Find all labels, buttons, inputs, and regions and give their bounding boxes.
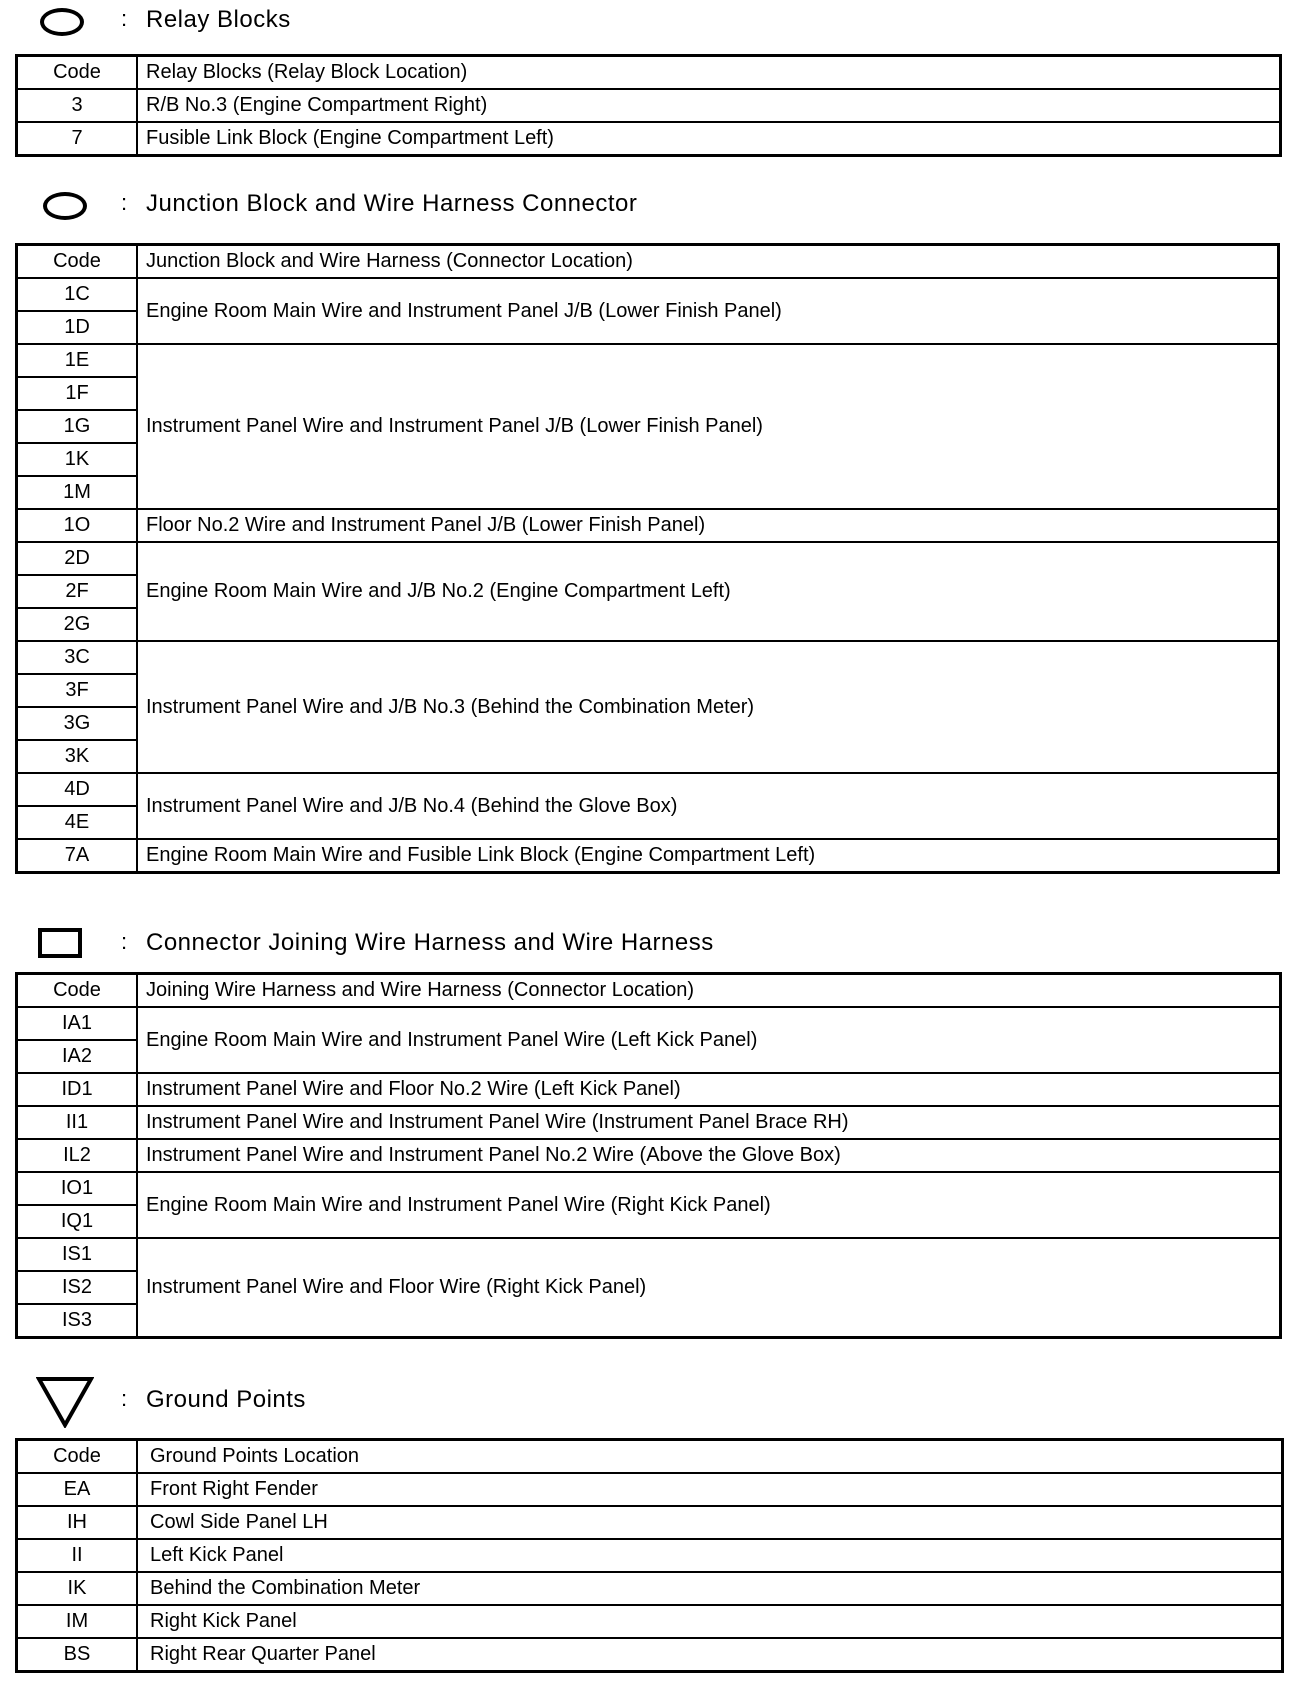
code-cell: 1M (17, 476, 138, 509)
header-code: Code (17, 974, 138, 1008)
code-cell: 3G (17, 707, 138, 740)
code-cell: 7A (17, 839, 138, 873)
desc-cell: R/B No.3 (Engine Compartment Right) (137, 89, 1281, 122)
code-cell: 1F (17, 377, 138, 410)
code-cell: 2D (17, 542, 138, 575)
table-row (17, 773, 1279, 806)
code-cell: 7 (17, 122, 138, 156)
header-code: Code (17, 245, 138, 279)
relay-block-oval-icon (40, 8, 84, 36)
table-row (17, 1506, 1283, 1539)
code-cell: 3 (17, 89, 138, 122)
table-row (17, 1638, 1283, 1672)
header-desc: Relay Blocks (Relay Block Location) (137, 56, 1281, 90)
code-cell: 1E (17, 344, 138, 377)
junction-table (15, 243, 1280, 874)
desc-cell: Instrument Panel Wire and J/B No.3 (Behind the Combination Meter) (137, 641, 1279, 773)
desc-cell: Instrument Panel Wire and Floor No.2 Wire (Left Kick Panel) (137, 1073, 1281, 1106)
ground-triangle-icon (36, 1376, 94, 1428)
table-header-row (17, 245, 1279, 279)
relay-table (15, 54, 1282, 157)
header-desc: Ground Points Location (137, 1440, 1283, 1474)
desc-cell: Instrument Panel Wire and Floor Wire (Right Kick Panel) (137, 1238, 1281, 1338)
desc-cell: Engine Room Main Wire and Instrument Panel Wire (Right Kick Panel) (137, 1172, 1281, 1238)
desc-cell: Instrument Panel Wire and Instrument Panel No.2 Wire (Above the Glove Box) (137, 1139, 1281, 1172)
desc-cell: Engine Room Main Wire and Instrument Panel J/B (Lower Finish Panel) (137, 278, 1279, 344)
desc-cell: Cowl Side Panel LH (137, 1506, 1283, 1539)
header-code: Code (17, 1440, 138, 1474)
table-row (17, 278, 1279, 311)
code-cell: EA (17, 1473, 138, 1506)
code-cell: IS1 (17, 1238, 138, 1271)
desc-cell: Fusible Link Block (Engine Compartment Left) (137, 122, 1281, 156)
code-cell: 1K (17, 443, 138, 476)
desc-cell: Engine Room Main Wire and Instrument Panel Wire (Left Kick Panel) (137, 1007, 1281, 1073)
ground-table (15, 1438, 1284, 1673)
desc-cell: Floor No.2 Wire and Instrument Panel J/B (Lower Finish Panel) (137, 509, 1279, 542)
code-cell: IH (17, 1506, 138, 1539)
ground-section-title: Ground Points (146, 1386, 306, 1413)
table-row (17, 1572, 1283, 1605)
code-cell: II1 (17, 1106, 138, 1139)
code-cell: 2F (17, 575, 138, 608)
connector-rectangle-icon (38, 928, 82, 958)
table-row (17, 1539, 1283, 1572)
header-desc: Joining Wire Harness and Wire Harness (Connector Location) (137, 974, 1281, 1008)
code-cell: 3F (17, 674, 138, 707)
junction-block-oval-icon (43, 192, 87, 220)
table-row (17, 89, 1281, 122)
header-code: Code (17, 56, 138, 90)
connector-section-title: Connector Joining Wire Harness and Wire Harness (146, 929, 714, 956)
table-header-row (17, 56, 1281, 90)
desc-cell: Behind the Combination Meter (137, 1572, 1283, 1605)
code-cell: BS (17, 1638, 138, 1672)
code-cell: 1C (17, 278, 138, 311)
table-row (17, 1238, 1281, 1271)
code-cell: 4E (17, 806, 138, 839)
code-cell: ID1 (17, 1073, 138, 1106)
table-row (17, 344, 1279, 377)
desc-cell: Front Right Fender (137, 1473, 1283, 1506)
desc-cell: Engine Room Main Wire and J/B No.2 (Engine Compartment Left) (137, 542, 1279, 641)
table-row (17, 839, 1279, 873)
code-cell: IM (17, 1605, 138, 1638)
code-cell: 3C (17, 641, 138, 674)
code-cell: IS3 (17, 1304, 138, 1338)
code-cell: 2G (17, 608, 138, 641)
connector-table (15, 972, 1282, 1339)
code-cell: 4D (17, 773, 138, 806)
ground-colon: : (121, 1386, 128, 1411)
desc-cell: Instrument Panel Wire and Instrument Panel Wire (Instrument Panel Brace RH) (137, 1106, 1281, 1139)
code-cell: IO1 (17, 1172, 138, 1205)
code-cell: 1D (17, 311, 138, 344)
table-header-row (17, 974, 1281, 1008)
code-cell: 3K (17, 740, 138, 773)
code-cell: IS2 (17, 1271, 138, 1304)
table-row (17, 1106, 1281, 1139)
code-cell: IL2 (17, 1139, 138, 1172)
code-cell: IQ1 (17, 1205, 138, 1238)
connector-colon: : (121, 929, 128, 954)
table-row (17, 1073, 1281, 1106)
table-row (17, 122, 1281, 156)
desc-cell: Right Kick Panel (137, 1605, 1283, 1638)
desc-cell: Right Rear Quarter Panel (137, 1638, 1283, 1672)
header-desc: Junction Block and Wire Harness (Connector Location) (137, 245, 1279, 279)
code-cell: 1G (17, 410, 138, 443)
table-row (17, 1473, 1283, 1506)
code-cell: IA1 (17, 1007, 138, 1040)
table-row (17, 641, 1279, 674)
desc-cell: Engine Room Main Wire and Fusible Link Block (Engine Compartment Left) (137, 839, 1279, 873)
junction-section-title: Junction Block and Wire Harness Connector (146, 190, 638, 217)
table-row (17, 1007, 1281, 1040)
relay-section-title: Relay Blocks (146, 6, 291, 33)
table-row (17, 542, 1279, 575)
code-cell: IK (17, 1572, 138, 1605)
code-cell: IA2 (17, 1040, 138, 1073)
desc-cell: Left Kick Panel (137, 1539, 1283, 1572)
table-header-row (17, 1440, 1283, 1474)
code-cell: II (17, 1539, 138, 1572)
junction-colon: : (121, 190, 128, 215)
relay-colon: : (121, 6, 128, 31)
desc-cell: Instrument Panel Wire and J/B No.4 (Behind the Glove Box) (137, 773, 1279, 839)
table-row (17, 509, 1279, 542)
table-row (17, 1605, 1283, 1638)
desc-cell: Instrument Panel Wire and Instrument Panel J/B (Lower Finish Panel) (137, 344, 1279, 509)
table-row (17, 1139, 1281, 1172)
code-cell: 1O (17, 509, 138, 542)
table-row (17, 1172, 1281, 1205)
